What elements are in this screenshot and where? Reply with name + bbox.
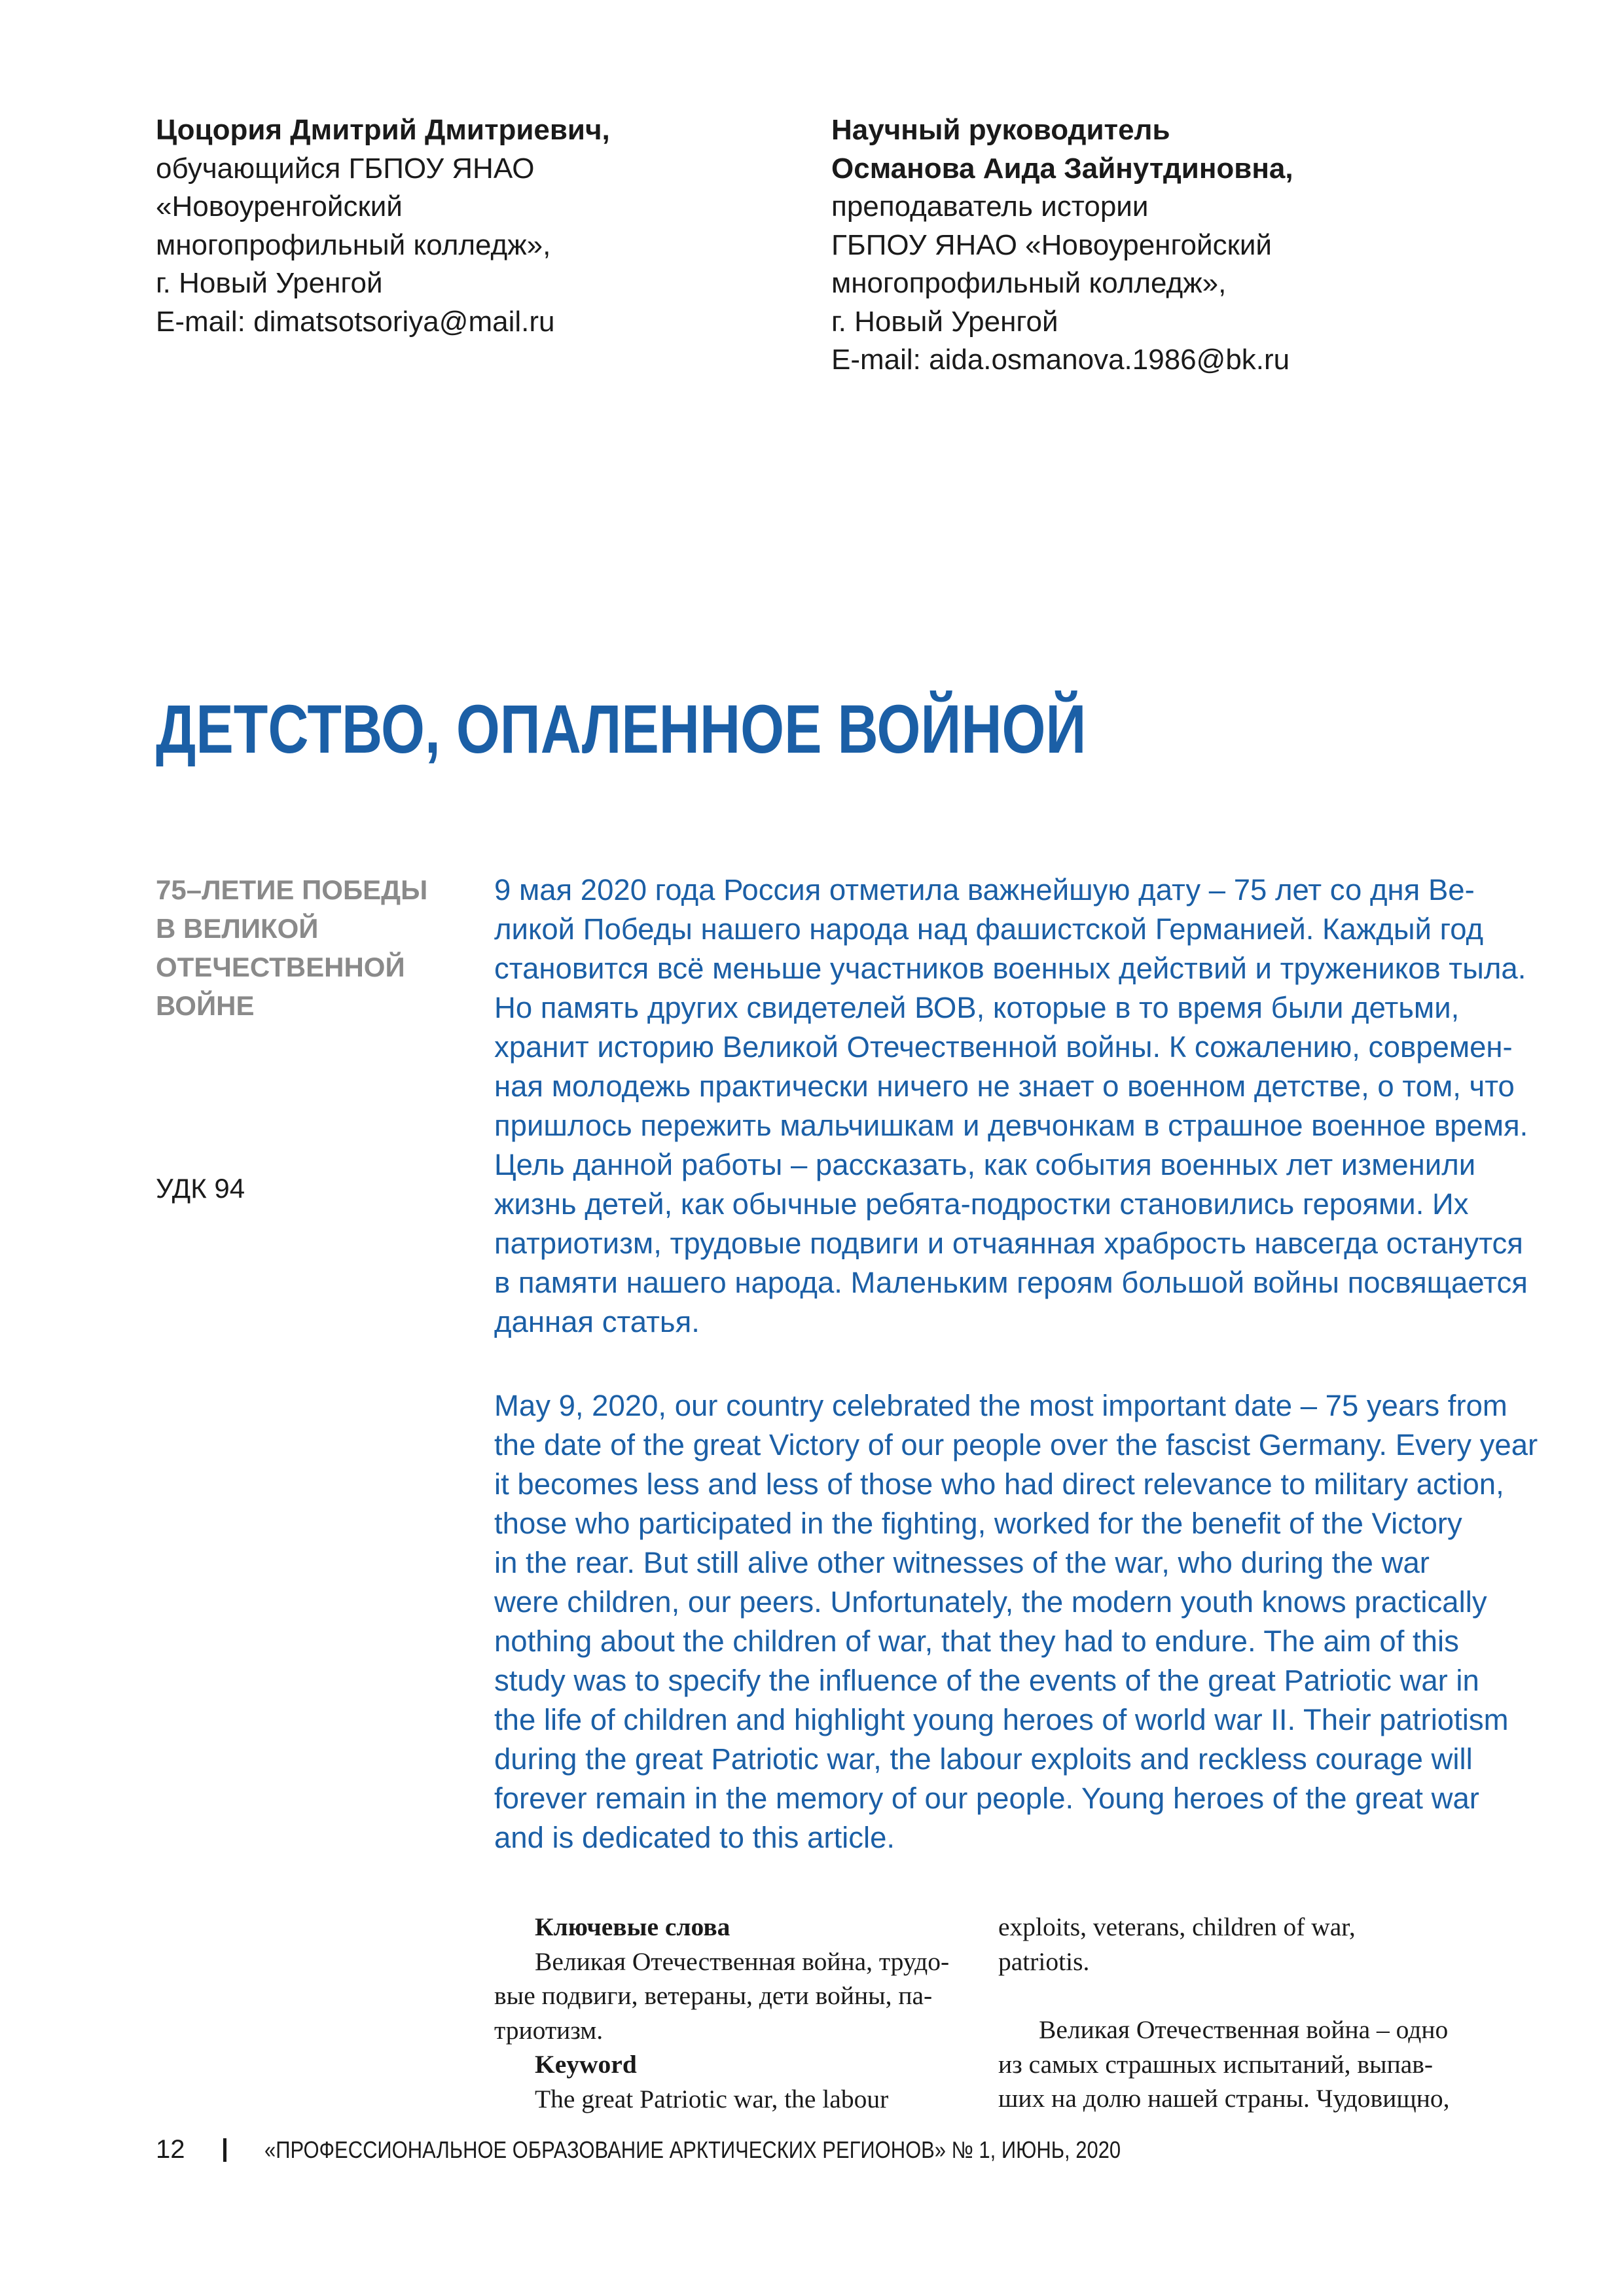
abstract-line: study was to specify the influence of the events of the great Patriotic war in [494,1664,1479,1697]
author-line: многопрофильный колледж», [156,228,551,261]
supervisor-info [831,111,1519,380]
author-email: E-mail: dimatsotsoriya@mail.ru [156,305,555,338]
author-line: обучающийся ГБПОУ ЯНАО [156,152,535,185]
author-name: Цоцория Дмитрий Дмитриевич, [156,114,610,146]
rubric [156,870,457,1025]
keywords-line: триотизм. [494,2015,604,2045]
abstract-english [494,1386,1538,1857]
abstract-line: пришлось пережить мальчишкам и девчонкам в страшное военное время. [494,1109,1528,1142]
supervisor-line: многопрофильный колледж», [831,267,1227,299]
abstract-line: those who participated in the fighting, worked for the benefit of the Victory [494,1507,1462,1540]
supervisor-line: г. Новый Уренгой [831,305,1058,338]
body-line: Великая Отечественная война – одно [1039,2015,1449,2044]
abstract-line: it becomes less and less of those who had direct relevance to military action, [494,1467,1504,1501]
supervisor-line: преподаватель истории [831,190,1149,223]
keywords-line: patriotis. [998,1946,1090,1976]
page-number: 12 [156,2135,185,2164]
abstract-line: the date of the great Victory of our people over the fascist Germany. Every year [494,1428,1538,1462]
rubric-line: В ВЕЛИКОЙ [156,913,319,944]
keywords-heading-ru: Ключевые слова [535,1912,731,1941]
abstract-line: nothing about the children of war, that they had to endure. The aim of this [494,1624,1459,1658]
abstract-line: патриотизм, трудовые подвиги и отчаянная храбрость навсегда останутся [494,1227,1523,1260]
rubric-line: ОТЕЧЕСТВЕННОЙ [156,952,405,982]
footer-separator [223,2138,226,2162]
udk-code: УДК 94 [156,1173,245,1204]
abstract-line: хранит историю Великой Отечественной войны. К сожалению, современ- [494,1030,1513,1064]
keywords-line: Великая Отечественная война, трудо- [535,1946,950,1976]
keywords-column [494,1910,972,2116]
body-line: ших на долю нашей страны. Чудовищно, [998,2084,1450,2113]
journal-name: «ПРОФЕССИОНАЛЬНОЕ ОБРАЗОВАНИЕ АРКТИЧЕСКИХ РЕГИОНОВ» № 1, ИЮНЬ, 2020 [264,2136,1121,2163]
rubric-line: ВОЙНЕ [156,990,255,1021]
rubric-line: 75–ЛЕТИЕ ПОБЕДЫ [156,874,428,905]
abstract-line: ликой Победы нашего народа над фашистской Германией. Каждый год [494,912,1484,946]
body-line: из самых страшных испытаний, выпав- [998,2049,1434,2079]
body-column [998,1910,1476,2116]
supervisor-name: Османова Аида Зайнутдиновна, [831,152,1293,185]
abstract-line: жизнь детей, как обычные ребята-подростки становились героями. Их [494,1187,1469,1221]
paragraph-gap [998,1979,1476,2013]
abstract-line: were children, our peers. Unfortunately, the modern youth knows practically [494,1585,1487,1619]
abstract-line: in the rear. But still alive other witnesses of the war, who during the war [494,1546,1430,1579]
abstract-line: ная молодежь практически ничего не знает о военном детстве, о том, что [494,1069,1515,1103]
abstract-line: the life of children and highlight young heroes of world war II. Their patriotism [494,1703,1509,1736]
author-line: «Новоуренгойский [156,190,403,223]
abstract-line: 9 мая 2020 года Россия отметила важнейшую дату – 75 лет со дня Ве- [494,873,1475,906]
abstract-line: during the great Patriotic war, the labour exploits and reckless courage will [494,1742,1473,1776]
keywords-line: The great Patriotic war, the labour [535,2084,889,2113]
abstract-line: становится всё меньше участников военных действий и тружеников тыла. [494,952,1526,985]
abstract-russian [494,870,1528,1342]
abstract-line: в памяти нашего народа. Маленьким героям большой войны посвящается [494,1266,1528,1299]
keywords-heading-en: Keyword [535,2050,637,2079]
keywords-line: exploits, veterans, children of war, [998,1912,1356,1941]
abstract-line: May 9, 2020, our country celebrated the most important date – 75 years from [494,1389,1507,1422]
supervisor-email: E-mail: aida.osmanova.1986@bk.ru [831,344,1290,376]
abstract-line: and is dedicated to this article. [494,1821,895,1854]
abstract-line: forever remain in the memory of our people. Young heroes of the great war [494,1782,1479,1815]
supervisor-role: Научный руководитель [831,114,1170,146]
keywords-line: вые подвиги, ветераны, дети войны, па- [494,1981,933,2010]
author-line: г. Новый Уренгой [156,267,383,299]
abstract-line: Но память других свидетелей ВОВ, которые в то время были детьми, [494,991,1460,1024]
abstract-line: данная статья. [494,1305,700,1338]
article-title: ДЕТСТВО, ОПАЛЕННОЕ ВОЙНОЙ [156,691,1087,768]
page-footer [156,2135,1260,2164]
supervisor-line: ГБПОУ ЯНАО «Новоуренгойский [831,228,1272,261]
abstract-line: Цель данной работы – рассказать, как события военных лет изменили [494,1148,1476,1181]
author-info [156,111,745,341]
